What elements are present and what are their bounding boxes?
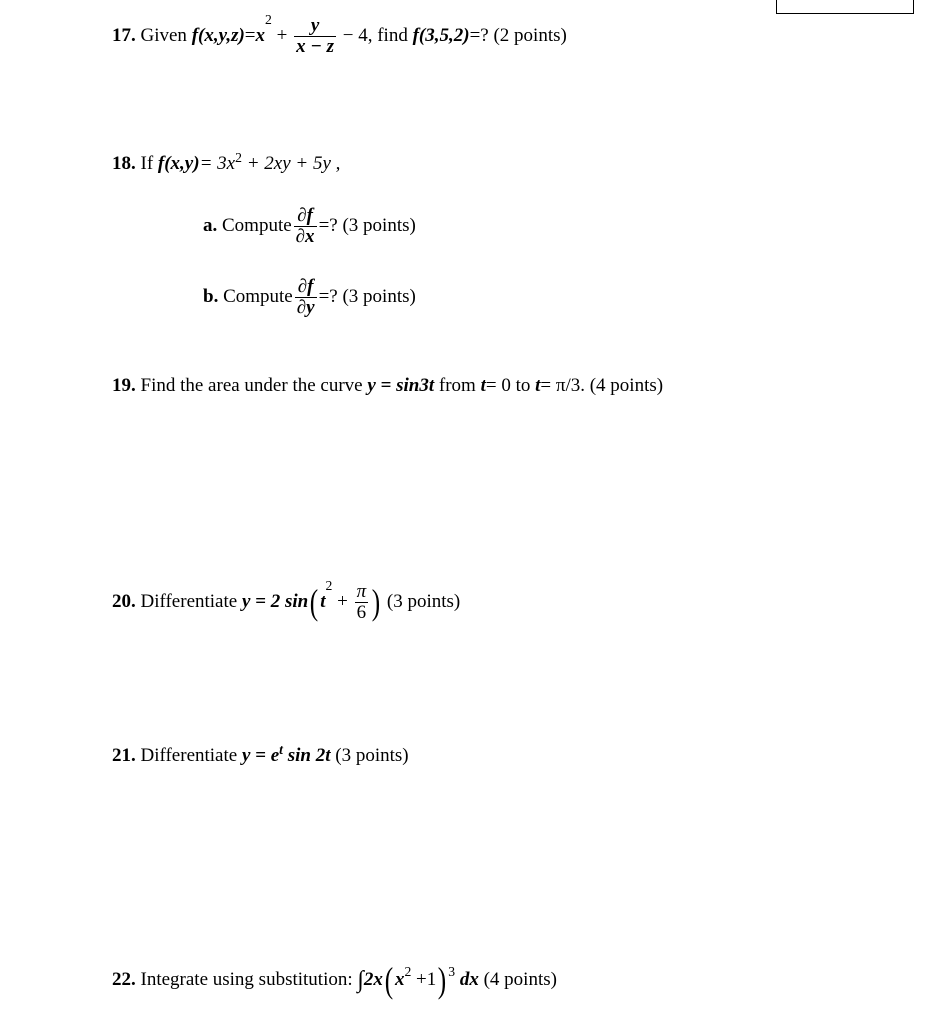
question-21: 21. Differentiate $y = e^t$ sin 2t (3 points): [112, 742, 409, 766]
partial-derivative: $\frac{\partial f}{\partial x}$: [295, 205, 315, 247]
partial-derivative: $\frac{\partial f}{\partial y}$: [296, 276, 315, 318]
question-number: 17.: [112, 24, 136, 46]
equation-lhs: y = 2 sin: [241, 590, 309, 612]
part-label: a.: [203, 214, 218, 236]
question-number: 21.: [112, 745, 136, 766]
question-18: 18. If $f(x,y)= 3x^2 + 2xy + 5y$ ,: [112, 150, 341, 174]
question-17: 17. Given $f(x,y,z)=x^2$ + $\frac{y}{x - z}$ − 4, find f(3,5,2)=? (2 points): [112, 12, 567, 57]
answer-box: [776, 0, 914, 14]
curve-equation: y = sin3t: [367, 375, 435, 396]
question-19: 19. Find the area under the curve y = sin3t from t= 0 to t= π/3. (4 points): [112, 375, 664, 396]
integral-sign: ∫: [357, 966, 364, 993]
equation-lhs: y = e: [241, 745, 280, 766]
question-18a: a. Compute $\frac{\partial f}{\partial x}$ =? (3 points): [203, 205, 416, 247]
question-number: 20.: [112, 590, 136, 612]
function-call: f(3,5,2): [412, 24, 470, 46]
question-word: If: [140, 153, 154, 174]
question-20: 20. Differentiate y = 2 $\sin(t^2$ + $\frac{\pi}{6}$ ) (3 points): [112, 578, 461, 623]
fraction: $\frac{\pi}{6}$: [356, 581, 367, 623]
question-number: 18.: [112, 153, 136, 174]
part-label: b.: [203, 285, 219, 307]
function-name: f(x,y): [157, 153, 200, 174]
fraction-denominator: x − z: [296, 35, 334, 57]
question-22: 22. Integrate using substitution: $\int 2x(x^2 +1)$ $^3$ dx (4 points): [112, 960, 557, 1000]
question-word: Given: [140, 24, 187, 46]
function-name: f(x,y,z): [191, 24, 245, 46]
fraction: [294, 16, 336, 57]
question-18b: b. Compute $\frac{\partial f}{\partial y}$ =? (3 points): [203, 276, 416, 318]
question-number: 19.: [112, 375, 136, 396]
question-number: 22.: [112, 969, 136, 990]
fraction-numerator: y: [294, 16, 336, 37]
equation-rhs: sin 2t: [287, 745, 331, 766]
